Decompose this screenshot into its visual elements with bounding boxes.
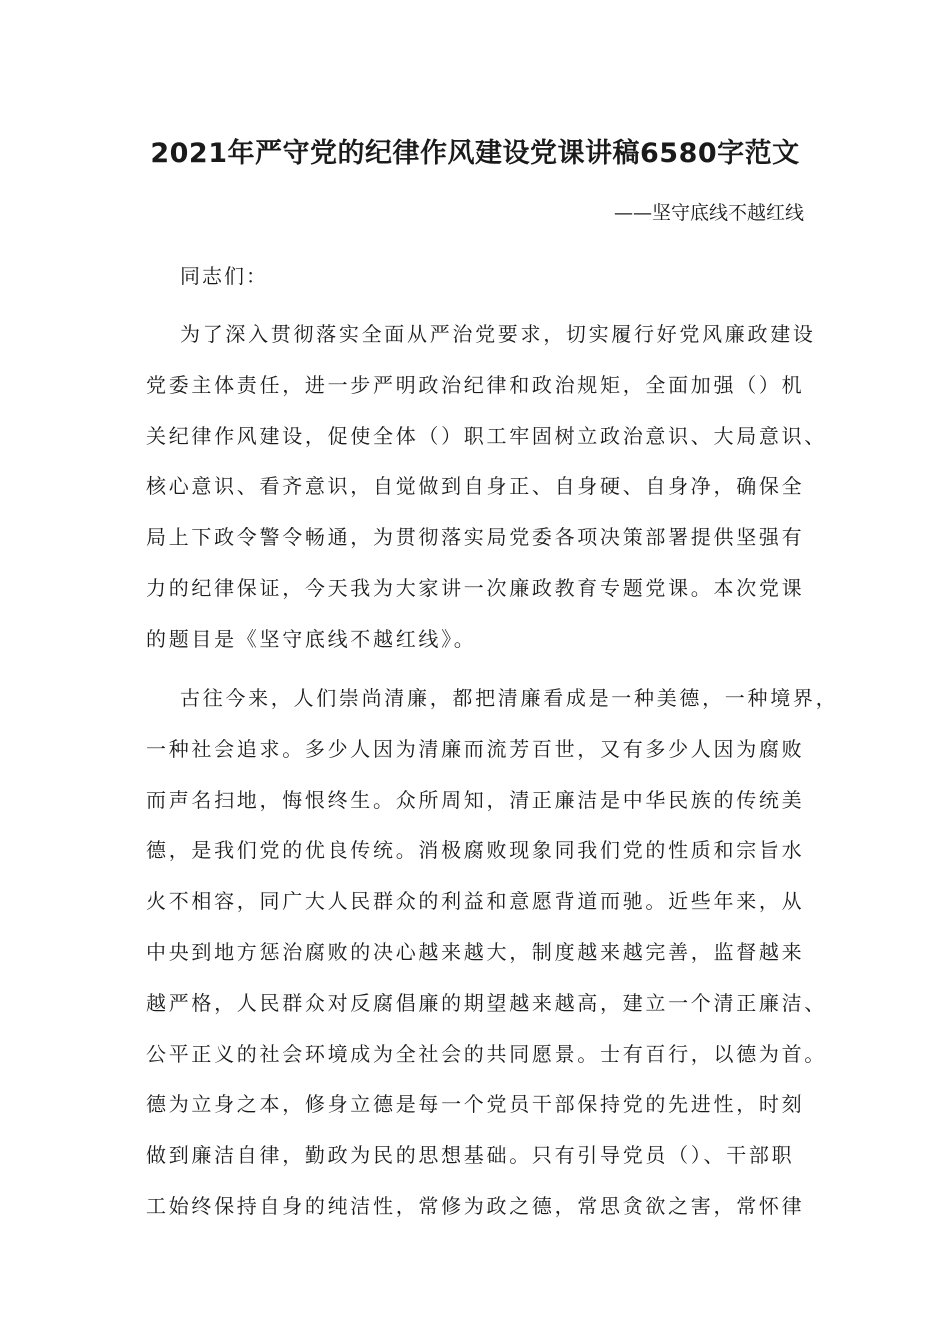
text-line: 的题目是《坚守底线不越红线》。 [146, 626, 477, 651]
text-line: 越严格，人民群众对反腐倡廉的期望越来越高，建立一个清正廉洁、 [146, 990, 827, 1015]
document-subtitle: ——坚守底线不越红线 [613, 202, 804, 224]
text-line: 一种社会追求。多少人因为清廉而流芳百世，又有多少人因为腐败 [146, 736, 805, 761]
text-line: 德，是我们党的优良传统。消极腐败现象同我们党的性质和宗旨水 [146, 838, 805, 863]
text-line: 党委主体责任，进一步严明政治纪律和政治规矩，全面加强（）机 [146, 372, 805, 397]
text-line: 局上下政令警令畅通，为贯彻落实局党委各项决策部署提供坚强有 [146, 525, 805, 550]
text-line: 中央到地方惩治腐败的决心越来越大，制度越来越完善，监督越来 [146, 939, 805, 964]
text-line: 核心意识、看齐意识，自觉做到自身正、自身硬、自身净，确保全 [146, 474, 805, 499]
text-line: 工始终保持自身的纯洁性，常修为政之德，常思贪欲之害，常怀律 [146, 1193, 805, 1218]
text-line: 火不相容，同广大人民群众的利益和意愿背道而驰。近些年来，从 [146, 889, 805, 914]
text-line: 力的纪律保证，今天我为大家讲一次廉政教育专题党课。本次党课 [146, 575, 805, 600]
paragraph-integrity [146, 673, 839, 1232]
text-line: 德为立身之本，修身立德是每一个党员干部保持党的先进性，时刻 [146, 1092, 805, 1117]
text-line: 古往今来，人们崇尚清廉，都把清廉看成是一种美德，一种境界， [180, 686, 839, 710]
text-line: 公平正义的社会环境成为全社会的共同愿景。士有百行，以德为首。 [146, 1041, 827, 1066]
text-line: 为了深入贯彻落实全面从严治党要求，切实履行好党风廉政建设 [180, 322, 816, 346]
greeting: 同志们： [180, 264, 268, 288]
document-title: 2021年严守党的纪律作风建设党课讲稿6580字范文 [150, 138, 800, 169]
paragraph-intro [146, 309, 827, 665]
text-line: 做到廉洁自律，勤政为民的思想基础。只有引导党员（）、干部职 [146, 1143, 795, 1168]
text-line: 关纪律作风建设，促使全体（）职工牢固树立政治意识、大局意识、 [146, 423, 827, 448]
text-line: 而声名扫地，悔恨终生。众所周知，清正廉洁是中华民族的传统美 [146, 787, 805, 812]
